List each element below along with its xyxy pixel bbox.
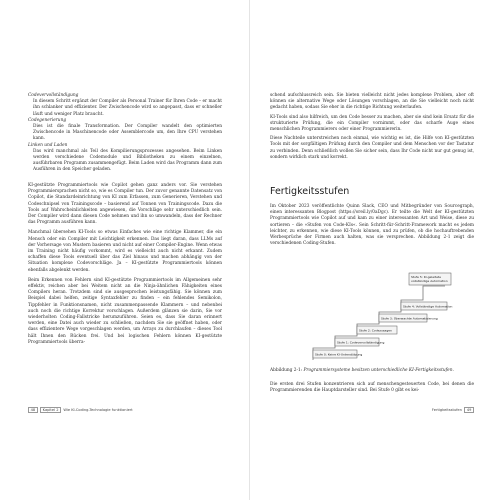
staircase-line (313, 286, 445, 360)
definition-item (28, 93, 222, 118)
chapter-label: Kapitel 2 (40, 407, 61, 413)
section-title: Fertigkeitsstufen (431, 408, 462, 412)
definition-term: Codevervollständigung (28, 93, 79, 98)
page-footer (432, 407, 474, 413)
right-page (250, 0, 500, 500)
figure-caption-text: Programmiersysteme besitzen unterschiedliche KI-Fertigkeitsstufen. (303, 368, 454, 373)
figure-label: Abbildung 2-1: (270, 368, 303, 373)
paragraph: Die ersten drei Stufen konzentrieren sich auf menschengesteuerten Code, bei denen die Programmierenden die Hauptdarsteller sind. Bei Stufe 0 gibt es kei- (270, 382, 474, 394)
body-paragraphs (270, 93, 474, 161)
section-heading: Fertigkeitsstufen (270, 186, 350, 197)
figure-caption (270, 368, 474, 374)
chapter-title: Wie KI-Coding-Technologie funktioniert (63, 408, 133, 412)
definition-term: Linken und Laden (28, 142, 68, 148)
definition-text: In diesem Schritt ergänzt der Compiler als Personal Trainer für Ihren Code – er macht ihn schlanker und effizienter. Der Zwischencode wird so angepasst, dass er schneller läuft und weniger Platz braucht. (33, 99, 222, 117)
step-label: Stufe 1: Codevervollständigung (337, 340, 385, 345)
page-number: 49 (464, 407, 474, 413)
step-label-part: Stufe 5: KI-geleitete (411, 274, 441, 279)
step-label-part: vollständige Automation (411, 278, 448, 283)
body-paragraphs (28, 183, 222, 346)
body-paragraphs (270, 204, 474, 247)
paragraph: Im Oktober 2023 veröffentlichte Quinn Slack, CEO und Mitbegründer von Sourcegraph, einen interessanten Blogpost (https://oreil.ly/0aDgc). Er teilte die Welt der KI-gestützten Programmiertools wie Copilot auf und kam zu einer interessanten Art und Weise, diese zu sortieren – die »Stufen von Code-KIs«. Sein Schritt-für-Schritt-Framework macht es jedem leichter, zu erkennen, wie diese KI-Tools können, und zu prüfen, ob die hochauftrebenden Werbesprüche der Firmen auch halten, was sie versprechen. Abbildung 2-1 zeigt die verschiedenen Coding-Stufen. (270, 204, 474, 247)
page-number: 48 (28, 407, 38, 413)
definition-item (28, 143, 222, 174)
skill-levels-staircase-figure (305, 270, 455, 364)
paragraph: KI-Tools sind also hilfreich, um den Code besser zu machen, aber sie sind kein Ersatz für die strukturierte Prüfung, die ein Compiler vornimmt, oder das scharfe Auge eines menschlichen Programmierers oder einer Programmiererin. (270, 114, 474, 133)
paragraph: Manchmal übersehen KI-Tools so etwas Einfaches wie eine richtige Klammer, die ein Mensch oder ein Compiler mit Leichtigkeit erkennen. Das liegt daran, dass LLMs auf der Vorhersage von Mustern basieren und nicht auf einer Compiler-Engine. Wenn etwas im Training nicht häufig vorkommt, wird es vielleicht auch nicht erkannt. Zudem schaffen diese Tools eventuell über das Ziel hinaus und machen abhängig von der Situation komplexe Codevorschläge. Ja – KI-gestützte Programmiertools können ebenfalls abgelenkt werden. (28, 230, 222, 273)
definition-list (28, 93, 222, 174)
definition-text: Das wird manchmal als Teil des Kompilierungsprozesses angesehen. Beim Linken werden verschiedene Codemodule und Bibliotheken zu einem einzelnen, ausführbaren Programm zusammengefügt. Beim Laden wird das Programm dann zum Ausführen in den Speicher geladen. (33, 148, 222, 173)
paragraph: schend aufschlussreich sein. Sie bieten vielleicht nicht jedes komplexe Problem, aber oft können sie alternative Wege oder Lösungen vorschlagen, an die Sie vielleicht noch nicht gedacht haben, sodass Sie eher in die richtige Richtung weiterlaufen. (270, 93, 474, 111)
step-label: Stufe 4: Vollständige Automation (403, 304, 453, 309)
definition-term: Codegenerierung (28, 117, 67, 123)
paragraph: Diese Nachteile unterstreichen noch einmal, wie wichtig es ist, die Hilfe von KI-gestützten Tools mit der sorgfältigen Prüfung durch den Compiler und dem Menschen vor der Tastatur zu verbinden. Denn schließlich wollen Sie sicher sein, dass Ihr Code nicht nur gut genug ist, sondern wirklich stark und korrekt. (270, 136, 474, 160)
step-label: Stufe 3: Überwachte Automatisierung (381, 316, 438, 321)
paragraph: KI-gestützte Programmiertools wie Copilot gehen ganz anders vor. Sie verstehen Programmiersprachen nicht so, wie es Compiler tun. Der zuvor genannte Datensatz von Copilot, die Standardeinrichtung von KI zum Erfassen, zum Generieren, Verstehen und Codeschnipsel von Trainingscode – basierend auf Tonnen von Trainingscode. Dazu die Tools auf Wahrscheinlichkeiten angewiesen, die Vorschläge sehr unterschiedlich sein. Der Compiler wird dann diesen Code nehmen und ihn so umwandeln, dass der Rechner das Programm ausführen kann. (28, 183, 222, 226)
step-label: Stufe 2: Codezusagen (359, 328, 392, 333)
definition-text: Dies ist die finale Transformation. Der Compiler wandelt den optimierten Zwischencode in Maschinencode oder Assemblercode um, den Ihre CPU verstehen kann. (33, 124, 222, 142)
page-footer (28, 407, 133, 413)
paragraph: Beim Erkennen von Fehlern sind KI-gestützte Programmiertools im Allgemeinen sehr effektiv, reichen aber bei Weitem nicht an die Ninja-ähnlichen Fähigkeiten eines Compilers heran. Trotzdem sind sie ausgesprochen leistungsfähig. Sie können zum Beispiel dabei helfen, zeitige Syntaxfehler zu finden – ein fehlendes Semikolon, Tippfehler in Funktionsnamen, nicht zusammenpassende Klammern – und nebenbei auch noch die richtige Korrektur vorschlagen. Außerdem glänzen sie darin, Sie vor wiederholten Coding-Fallstricke herumzuführen. Seien es, dass Sie daran erinnert werden, eine Datei auch wieder zu schließen, nachdem Sie sie geöffnet haben, oder dass effizientere Wege vorgeschlagen werden, um Arrays zu durchlaufen – dieses Tool hält Ihnen den Rücken frei. Und bei logischen Fehlern können KI-gestützte Programmiertools überra- (28, 277, 222, 345)
body-paragraphs (270, 382, 474, 394)
definition-item (28, 118, 222, 143)
step-label: Stufe 0: Keine KI-Unterstützung (315, 352, 363, 357)
